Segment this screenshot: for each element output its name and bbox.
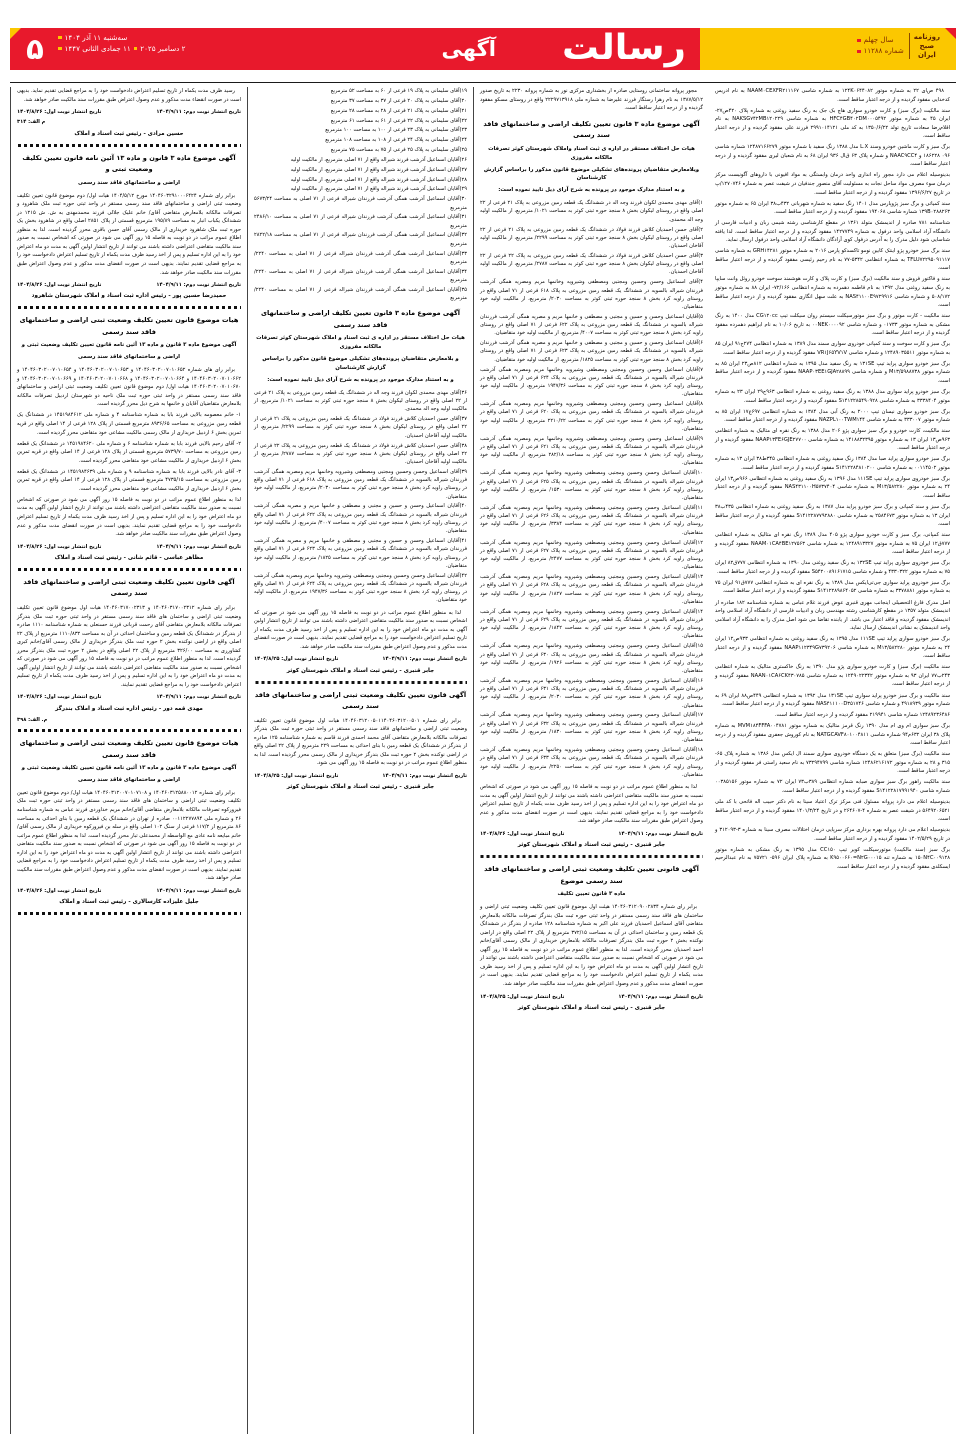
brand-stack — [909, 33, 940, 59]
issue-info — [750, 33, 940, 59]
bullet-square-icon — [857, 50, 860, 53]
publication-dates — [480, 993, 703, 1001]
publication-dates — [17, 887, 241, 895]
notice-reference-code: م الف: ۳۱۴ — [17, 119, 46, 126]
notice-paragraph: ۱- خانم معصومه بالایی فرزند بابا به شماره شناسنامه ۴ و شماره ملی ۱۴۵۱۹۸۴۶۱۲ در ششدانگ یک قطعه زمین مزروعی به مساحت ۸۹۳۶/۶۵ مترمربع قسمتی از پلاک ۱۲۸ فرعی از ۱۴ اصلی واقع در قریه ثمرین بخش ۶ اردبیل خریداری از مالک رسمی مالکیت مشاعی خود متقاضی محرز گردیده است. — [17, 412, 241, 436]
publication-dates — [17, 693, 241, 701]
notice-signature: جابر قنبری - رئیس ثبت اسناد و املاک شهرستان کوثر — [286, 784, 435, 791]
section-title — [441, 32, 496, 66]
newspaper-logo-text: رسالت — [562, 27, 686, 68]
notice-list-item: ۴۰)آقایان اسماعیل وحسن و حسین و مجتبی و مصطفی و خانمها مریم و مصریه همگی آذرشب فرزندان شیراله بالسویه در ششدانگ یک قطعه زمین مزروعی به پلاک ۶۲۲ فرعی از ۷۱ اصلی واقع در روستای زاویه کرد بخش ۸ سنجد حوزه ثبتی کوثر به مساحت ۴۰۰۷/ مترمربع، از مالکیت اولیه خود متقاضیان. — [254, 503, 468, 535]
notice-paragraph: ۲- آقای رحیم بالایی فرزند بابا به شماره شناسنامه ۶ و شماره ملی ۱۴۵۱۹۸۴۶۲۰ در ششدانگ یک قطعه زمین مزروعی به مساحت ۵۷۳۹/۷۰ مترمربع قسمتی از پلاک ۱۲۸ فرعی از ۱۴ اصلی واقع در قریه ثمرین بخش ۶ اردبیل خریداری از مالکیت مشاعی خود متقاضی محرز گردیده است. — [17, 440, 242, 464]
notice-paragraph: لذا به منظور اطلاع عموم مراتب در دو نوبت به فاصله ۱۵ روز آگهی می شود در صورتی که اشخاص نسبت به صدور سند مالکیت متقاضی اعتراضی داشته باشند می توانند از تاریخ انتشار اولین آگهی به مدت دو ماه اعتراض خود را به این اداره تسلیم و پس از اخذ رسید ظرف مدت یکماه از تاریخ تسلیم اعتراض دادخواست خود را به مراجع قضایی تقدیم نمایند. بدیهی است در صورت انقضای مدت مذکور و عدم وصول اعتراض طبق مقررات سند مالکیت صادر خواهد شد. — [480, 784, 703, 825]
notice-body — [480, 87, 703, 113]
notice-paragraph: برگ سبز خودروی پراید سواری جی‌تی‌ایکس مدل ۱۳۸۹ به رنگ نقره ای به شماره انتظامی ۷۷۷ق۹۱ ایران ۷۵ به شماره موتور ۳۳۷۸۸۸۱ به شماره شاسی S۱۴۱۲۲۸۹۸۶۴۰۵۲ مفقود گردیده و از درجه اعتبار ساقط است. — [715, 579, 951, 595]
publication-date-second: تاریخ انتشار نوبت دوم: ۱۴۰۴/۹/۱۱ — [156, 282, 241, 289]
publication-date-first: تاریخ انتشار نوبت اول: ۱۴۰۴/۸/۲۶ — [480, 830, 565, 837]
notice-list-item: ۱۵)آقایان اسماعیل وحسن وحسین ومجتبی ومصطفی وشیرویه وخانمها مریم ومصریه همگی آذرشب فرزندان شیراله بالسویه در ششدانگ یک قطعه زمین مزروعی به پلاک ۶۳۰ فرعی از ۷۱ اصلی واقع در روستای زاویه کرد بخش ۸ سنجد حوزه ثبتی کوثر به مساحت ۱۹۲۶/ مترمربع، از مالکیت اولیه خود متقاضیان. — [480, 643, 703, 675]
notice-signature: جابر قنبری - رئیس ثبت اسناد و املاک شهرستان کوثر — [517, 1004, 666, 1011]
notice-heading — [480, 864, 703, 899]
notice-body — [254, 717, 467, 768]
notice-signature: جلیل علیزاده کارسالاری - رئیس ثبت اسناد و املاک — [59, 899, 199, 906]
column-4 — [10, 87, 247, 1434]
notice-list-item: ۲۳)آقای سلیمانی به پلاک ۲۳ فرعی از ۱۰۰ به مساحت ۱۰۰ مترمربع — [325, 127, 467, 134]
publication-date-first: تاریخ انتشار نوبت اول: ۱۴۰۴/۸/۲۶ — [17, 282, 102, 289]
notice-list-item: ۳۴)آقایان اسماعیل آذرشب همگی آذرشب فرزندان شیراله فرعی از ۷۱ اصلی به مساحت ۲۲۴۰/ مترمربع — [254, 268, 467, 283]
masthead-dates — [58, 32, 208, 54]
publication-date-second: تاریخ انتشار نوبت دوم: ۱۴۰۴/۹/۱۱ — [618, 830, 703, 837]
notice-paragraph: سند و فاکتور فروش و سند مالکیت (برگ سبز) و کارت پلاک و کارت هوشمند سوخت خودرو زوئل وانت سایپا به رنگ سفید روغنی مدل ۱۳۹۲ به نام فاطمه دهمرده به شماره انتظامی ۷۲/۱۶۶- ایران ۸۸ به شماره موتور ۵۰۸/۱۷۲ و شماره شاسی NAS۴۱۱۰۰E۹۷۲۹۹۱۶ به علت سهل انگاری مفقود گردیده و از درجه اعتبار ساقط است. — [715, 276, 950, 309]
section-divider — [17, 306, 241, 309]
notice-paragraph: رسید ظرف مدت یکماه از تاریخ تسلیم اعتراض دادخواست خود را به مراجع قضایی تقدیم نماید. بدیهی است در صورت انقضاء مدت مذکور و عدم وصول اعتراض طبق مقررات سند مالکیت صادر خواهد شد. — [17, 88, 241, 103]
notice-paragraph: سند برگ سبز خودرو پژو اینتک کابین نومو تاکسدکو پارس ۲۰۱۶ به شماره موتور GRH۱۴۲۸۱ به شماره شاسی TFLU۷۲۲۹۵۰۹۱۱۱۷ به شماره انتظامی ۵۳۴۲-۷۷ به نام رحیم رئیسی مفقود گردیده و از درجه اعتبار ساقط است. — [715, 248, 950, 272]
section-divider — [17, 568, 241, 571]
publication-date-second: تاریخ انتشار نوبت دوم: ۱۴۰۴/۹/۱۱ — [156, 887, 241, 894]
section-title-text: آگهی — [441, 36, 496, 61]
notice-paragraph: لذا به منظور اطلاع عموم مراتب در دو نوبت به فاصله ۱۵ روز آگهی می شود در صورتی که اشخاص نسبت به صدور سند مالکیت متقاضی اعتراضی داشته باشند می توانند از تاریخ انتشار اولین آگهی به مدت دو ماه اعتراض خود را به این اداره تسلیم و پس از اخذ رسید ظرف مدت یکماه از تاریخ تسلیم اعتراض دادخواست خود را به مراجع قضایی تقدیم نمایند. بدیهی است در صورت انقضای مدت مذکور و عدم وصول اعتراض طبق مقررات سند مالکیت صادر خواهد شد. — [17, 496, 241, 538]
notice-list-item: ۲۹)آقایان اسماعیل آذرشب فرزند شیراله واقع از ۷۱ اصلی مترمربع، از مالکیت اولیه — [290, 186, 467, 193]
notice-body — [254, 609, 467, 652]
brand-line-1: روزنامه — [913, 33, 940, 41]
publication-date-second: تاریخ انتشار نوبت دوم: ۱۴۰۴/۹/۱۱ — [156, 543, 241, 550]
notice-paragraph: سند کمپانی، برگ سبز و کارت خودرو سواری پژو ۴۰۵ مدل ۱۳۸۹ رنگ نقره ای متالیک به شماره انتظامی ۷۷۷ق۱۲ ایران ۷۵ به شماره موتور ۱۲۴۸۹۱۳۳۲۷ به شماره شاسی NAAM۰۱CA۴BE۱۲۷۵۶۳ مفقود گردیده و از درجه اعتبار ساقط است. — [715, 532, 950, 556]
date-solar: سه‌شنبه ۱۱ آذر ۱۴۰۴ — [64, 33, 128, 42]
publication-dates — [17, 281, 241, 289]
notice-list-item: ۴۲)آقایان اسماعیل وحسن وحسین ومجتبی ومصطفی وشیرویه وخانمها مریم ومصریه همگی آذرشب فرزندان شیراله بالسویه در ششدانگ یک قطعه زمین مزروعی به پلاک ۶۲۴ فرعی از ۷۱ اصلی واقع در روستای زاویه کرد بخش ۸ سنجد حوزه ثبتی کوثر به مساحت ۱۹۴۷/۳۶ مترمربع، از مالکیت اولیه خود متقاضیان. — [254, 572, 468, 604]
notice-item-list — [254, 389, 467, 605]
publication-date-second: تاریخ انتشار نوبت دوم: ۱۴۰۴/۹/۱۱ — [156, 694, 241, 701]
notice-paragraph: برگ سبز خودرو پراید سواری مدل ۱۳۸۸ به رنگ سفید روغنی به شماره انتظامی ۹۶۳ج۲۹ ایران ۲۳ به شماره موتور ۳۳۳۸۴۰۴ به شماره شاسی S۱۴۱۲۲۸۵۴۹۰۹۲۸ مفقود گردیده و از درجه اعتبار ساقط است. — [715, 389, 950, 404]
notice-list-item: ۴۱)آقایان اسماعیل وحسن و حسین و مجتبی و مصطفی و خانمها مریم و مصریه همگی آذرشب فرزندان شیراله بالسویه در ششدانگ یک قطعه زمین مزروعی به پلاک ۶۲۳ فرعی از ۷۱ اصلی واقع در روستای زاویه کرد بخش ۸ سنجد حوزه ثبتی کوثر به مساحت ۱۸۲۵/ مترمربع، از مالکیت اولیه خود متقاضیان. — [254, 538, 468, 569]
notice-paragraph: برگ سبز خودروی سواری پراید تیپ ۱۱۱SE مدل ۱۳۹۶ به رنگ سفید روغنی به شماره انتظامی ۹۶۶ص۱۳ ایران ۲۴ به شماره موتور M۱۳/۵۸۲۲۸۰ به شماره شاسی NAS۴۳۱۱۰۰H۵۷۳۷۴۰۴ مفقود گردیده و از درجه اعتبار ساقط است. — [715, 475, 950, 500]
publication-date-second: تاریخ انتشار نوبت دوم: ۱۴۰۴/۹/۱۱ — [156, 109, 241, 116]
notice-signature: حمیدرضا حسین پور - رئیس اداره ثبت اسناد و املاک شهرستان شاهرود — [31, 293, 227, 300]
notice-paragraph: اصل مدرک فارغ التحصیلی اینجانب مهری قنبری عوض فرزند غلام عباس به شماره شناسنامه ۱۸۲ صادره از اندیمشک متولد ۱۳۵۷ در مقطع کارشناسی رشته مهندسی زبان و ادبیات فارسی از دانشگاه آزاد اسلامی واحد اندیمشک مفقود گردیده و فاقد اعتبار می باشد. از یابنده تقاضا می شود اصل مدرک را به دانشگاه آزاد اسلامی واحد اندیمشک به نشانی اندیمشک ارسال نماید. — [715, 599, 950, 632]
notice-paragraph: مجوز پروانه ساختمانی روستایی صادره از بخشداری مرکزی نور به شماره پروانه ۲۲۳۰ به تاریخ صدور ۱۳۸۷/۵/۱۲ به نام زهرا رستگار فرزند علیرضا به شماره ملی ۲۲۲۹۷۱۳۹۱۸ واقع در روستای مسکو مفقود گردیده و از درجه اعتبار ساقط است. — [480, 88, 703, 112]
notice-heading-line: ماده ۳ قانون تعیین تکلیف — [557, 891, 626, 898]
notice-paragraph: سند مالکیت، کارت خودرو و برگ سبز سواری پژو ۲۰۶ مدل ۱۳۸۸ به رنگ نقره ای متالیک به شماره انتظامی ۹۶۳ص۱۳ ایران ۱۳ به شماره موتور ۱۴۱۸۸۳۲۳۹۵ به شماره شاسی NAAP۱۳FE۶GJE۲۷۷۰۰ مفقود گردیده و از درجه اعتبار ساقط است. — [715, 428, 951, 452]
newspaper-logo — [554, 24, 694, 72]
notice-list-item: ۱۳)آقایان اسماعیل وحسن وحسین ومجتبی ومصطفی وشیرویه وخانمها مریم ومصریه همگی آذرشب فرزندان شیراله بالسویه در ششدانگ یک قطعه زمین مزروعی به پلاک ۶۲۸ فرعی از ۷۱ اصلی واقع در روستای زاویه کرد بخش ۸ سنجد حوزه ثبتی کوثر به مساحت ۱۸۲۷/ مترمربع، از مالکیت اولیه خود متقاضیان. — [480, 574, 703, 605]
notice-list-item: ۳۱)آقایان اسماعیل آذرشب همگی آذرشب فرزندان شیراله فرعی از ۷۱ اصلی به مساحت ۲۴۸۶/۱۰ مترمربع — [254, 214, 467, 229]
notice-heading-line: و به استناد مدارک موجود در پرونده به شرح آرای ذیل تایید نموده است: — [267, 376, 454, 383]
notice-heading — [254, 690, 467, 713]
notice-reference-code: م. الف: ۳۹۸ — [17, 716, 48, 723]
notice-heading — [254, 308, 467, 385]
column-1 — [709, 87, 956, 1434]
notice-paragraph: بدینوسیله اعلام می دارد پروانه مسئول فنی مرکز ترک اعتیاد سینا به نام دکتر حبیب اله فاتحی با کد ملی ۵۶۴۹۲۰۶۵۲۱ در شیفت عصر به شماره ۴-۲۶۴۶۰۷ و در تاریخ ۱۴۰۱/۳/۲۴ مفقود گردیده و از درجه اعتبار ساقط است. — [715, 799, 950, 823]
notice-paragraph: بدینوسیله اعلام می دارد پروانه بهره برداری مرکز سرپایی درمان اختلالات مصرف سینا به شماره ۳-۳۱۲۰۹۳ و در تاریخ ۱۴۰۲/۵/۲۹ مفقود گردیده و از درجه اعتبار ساقط است. — [715, 827, 950, 842]
publication-dates — [254, 655, 467, 663]
publication-date-second: تاریخ انتشار نوبت دوم: ۱۴۰۴/۹/۱۱ — [382, 773, 467, 780]
notice-list-item: ۳۳)آقایان اسماعیل آذرشب همگی آذرشب فرزندان شیراله فرعی از ۷۱ اصلی به مساحت ۲۲۴۰/ مترمربع — [254, 250, 467, 265]
notice-paragraph: سند مالکیت - کارت موتور و برگ سبز موتورسیکلت سیستم روان سیکلت تیپ CG۱۲۰cc مدل ۱۴۰۰ به رنگ مشکی به شماره موتور ۰۱۷۳۳ و شماره شاسی ۰۰NEK۰۰۰۰۹۲ به تاریخ ۱۰/۰۶ به نام ابراهیم دهمرده مفقود گردیده و از درجه اعتبار ساقط است. — [715, 313, 950, 337]
notice-list-item: ۳۹)آقای اسماعیل وحسن وحسین ومجتبی ومصطفی وشیرویه وخانمها مریم ومصریه همگی آذرشب فرزندان شیراله بالسویه در ششدانگ یک قطعه زمین مزروعی به پلاک ۶۱۸ فرعی از ۷۱ اصلی واقع در روستای زاویه کرد بخش ۸ سنجد حوزه ثبتی کوثر به مساحت ۲۰۳۰/ مترمربع، از مالکیت اولیه خود متقاضیان. — [254, 468, 468, 500]
notice-list-item: ۸)آقایان اسماعیل وحسن وحسین ومجتبی ومصطفی وشیرویه وخانمها مریم ومصریه همگی آذرشب فرزندان شیراله بالسویه در ششدانگ یک قطعه زمین مزروعی به پلاک ۶۲۰ فرعی از ۷۱ اصلی واقع در روستای زاویه کرد بخش ۸ سنجد حوزه ثبتی کوثر به مساحت ۲۲۱۰/۲۲ مترمربع، از مالکیت اولیه خود متقاضیان. — [480, 401, 703, 432]
notice-paragraph: ۱۲۴۸۹۲۳۶۴۸۶ شماره شاسی ۲۱۹۹۴۱ مفقود گردیده و از درجه اعتبار ساقط است. — [774, 712, 950, 719]
notice-list-item: ۵)آقایان اسماعیل وحسن و حسین و مجتبی و مصطفی و خانمها مریم و مصریه همگی آذرشب فرزندان شیراله بالسویه در ششدانگ یک قطعه زمین مزروعی به پلاک ۶۲۲ فرعی از ۷۱ اصلی واقع در روستای زاویه کرد بخش ۸ سنجد حوزه ثبتی کوثر به مساحت ۴۰۰۷/ مترمربع، از مالکیت اولیه خود متقاضیان. — [480, 313, 704, 337]
notice-list-item: ۱۴)آقایان اسماعیل وحسن وحسین ومجتبی ومصطفی وشیرویه وخانمها مریم ومصریه همگی آذرشب فرزندان شیراله بالسویه در ششدانگ یک قطعه زمین مزروعی به پلاک ۶۲۹ فرعی از ۷۱ اصلی واقع در روستای زاویه کرد بخش ۸ سنجد حوزه ثبتی کوثر به مساحت ۱۸۴۲/ مترمربع، از مالکیت اولیه خود متقاضیان. — [480, 608, 703, 640]
notice-heading-line: اراضی و ساختمانهای فاقد سند رسمی — [77, 354, 181, 361]
notice-paragraph: ۳- آقای نادر بالایی فرزند بابا به شماره شناسنامه ۹ و شماره ملی ۱۴۵۱۹۸۴۶۳۹ در ششدانگ یک قطعه زمین مزروعی به مساحت ۴۷۳۵/۱۵ مترمربع قسمتی از پلاک ۱۲۸ فرعی از ۱۴ اصلی واقع در قریه ثمرین بخش ۶ اردبیل خریداری از مالکیت مشاعی خود متقاضی محرز گردیده است. — [17, 468, 241, 492]
notice-list-item: ۱۹)آقای سلیمانی به پلاک ۱۹ فرعی از ۶۰ به مساحت ۵۲ مترمربع — [330, 88, 467, 94]
section-divider — [17, 912, 241, 915]
notice-paragraph: برابر رای شماره ۱۴۰۴۶۰۳۱۷۰۰۲۳۱۲ و ۱۴۰۴۶۰۳۱۷۰۰۲۳۱۳ هیات اول موضوع قانون تعیین تکلیف وضعیت ثبتی اراضی و ساختمان های فاقد سند رسمی مستقر در واحد ثبتی حوزه ثبت ملک بندرگز تصرفات مالکانه بلامعارض متقاضی آقای رحمت قربانی فرزند حسنعلی به شماره شناسنامه ۱۱۱۰ صادره از بندرگز در ششدانگ یک قطعه زمین و ساختمان احداثی در آن به مساحت ۱۱۱۰/۸۳۲ مترمربع از پلاک ۲۲ اصلی واقع در اراضی نوکنده بخش ۲ حوزه ثبت ملک بندرگز خریداری از مالک رسمی آقای/خانم کبری کشاورزی به مساحت ۳۲۶/۰۰ مترمربع از پلاک ۲۲ اصلی واقع در بخش ۲ حوزه ثبت ملک بندرگز محرز گردیده است. لذا به منظور اطلاع عموم مراتب در دو نوبت به فاصله ۱۵ روز آگهی می شود در صورتی که اشخاص نسبت به صدور سند مالکیت متقاضی اعتراضی داشته باشند می توانند از تاریخ انتشار اولین آگهی به مدت دو ماه اعتراض خود را به این اداره تسلیم و پس از اخذ رسید ظرف مدت یکماه از تاریخ تسلیم اعتراض دادخواست خود را به مراجع قضایی تقدیم نمایند. — [17, 605, 242, 688]
notice-paragraph: برابر رای های شماره ۱۴۰۴۶۰۳۰۲۰۰۷۰۱۰۶۵۲ و ۱۴۰۴۶۰۳۰۲۰۰۷۰۱۰۶۵۳ و ۱۴۰۴۶۰۳۰۲۰۰۷۰۱۰۶۵۴ و ۱۴۰۴۶۰۳۰۲۰۰۷۰۱۰۶۶۲ و ۱۴۰۴۶۰۳۰۲۰۰۷۰۱۰۶۶۴ و ۱۴۰۴۶۰۳۰۲۰۰۷۰۱۰۶۶۸ و ۱۴۰۴۶۰۳۰۲۰۰۷۰۱۰۶۶۹ و ۱۴۰۴۶۰۳۰۲۰۰۷۰۱۰۶۷۰ هیات اول/ دوم موضوع قانون تعیین تکلیف وضعیت ثبتی اراضی و ساختمانهای فاقد سند رسمی مستقر در واحد ثبتی حوزه ثبت ملک ناحیه دو شهرستان اردبیل تصرفات مالکانه بلامعارض متقاضیان آقایان و خانمها به شرح ذیل محرز گردیده است. — [17, 367, 241, 408]
notice-paragraph: برابر رای شماره ۱۴۰۴۶۰۳۲۹۱۰۰۰۶۴۲۴ مورخ ۱۴۰۴/۵/۱۲ هیات اول/ دوم موضوع قانون تعیین تکلیف وضعیت ثبتی اراضی و ساختمانهای فاقد سند رسمی مستقر در واحد ثبتی حوزه ثبت ملک شاهرود و تصرفات مالکانه بلامعارض متقاضی آقای/ خانم علیک جلالی فرزند محمدمهدی به ش. ش ۱۲۱۵ در ششدانگ یکباب انبار به مساحت ۱۹۵/۸۹ مترمربع قسمتی از پلاک ۲۸۵۱ اصلی واقع در شاهرود بخش یک حوزه ثبت ملک شاهرود خریداری از مالک رسمی آقای حسن باقری محرز گردیده است. لذا به منظور اطلاع عموم مراتب در دو نوبت به فاصله ۱۵ روز آگهی می شود در صورتی که اشخاص نسبت به صدور سند مالکیت متقاضی اعتراضی داشته باشند می توانند از تاریخ انتشار اولین آگهی به مدت دو ماه اعتراض خود را به این اداره تسلیم و پس از اخذ رسید ظرف مدت یکماه از تاریخ تسلیم اعتراض دادخواست خود را به مراجع قضایی تقدیم نمایند. بدیهی است در صورت انقضای مدت مذکور و عدم وصول اعتراض طبق مقررات سند مالکیت صادر خواهد شد. — [17, 192, 241, 276]
notice-signature: جابر قنبری - رئیس ثبت اسناد و املاک شهرستان کوثر — [517, 842, 666, 849]
notice-paragraph: بدینوسیله اعلام می دارد مجوز راه اندازی واحد درمان وابستگی به مواد افیونی با داروهای آگونیست مرکز درمان سوء مصرف مواد ساحل نجات به مسئولیت آقای منصور جندفیان در شیفت عصر به شماره ۱۲۷۰۷۴۶/پ در تاریخ ۱۳۹۶/۶/۲۷ مفقود گردیده و از درجه اعتبار ساقط است. — [715, 172, 950, 196]
notice-heading-line: آگهی موضوع ماده ۳ قانون تعیین تکلیف اراضی و ساختمانهای فاقد سند رسمی — [260, 309, 461, 329]
notice-signature: حسین مرادی - رئیس ثبت اسناد و املاک — [74, 130, 184, 137]
notice-heading-line: هیات موضوع قانون تعیین تکلیف وضعیت ثبتی اراضی و ساختمانهای فاقد سند رسمی — [19, 739, 239, 759]
notice-heading — [480, 119, 703, 196]
notice-list-item: ۴)آقای اسماعیل وحسن وحسین ومجتبی ومصطفی وشیرویه وخانمها مریم ومصریه همگی آذرشب فرزندان شیراله بالسویه در ششدانگ یک قطعه زمین مزروعی به پلاک ۶۱۸ فرعی از ۷۱ اصلی واقع در روستای زاویه کرد بخش ۸ سنجد حوزه ثبتی کوثر به مساحت ۲۰۳۰/ مترمربع، از مالکیت اولیه خود متقاضیان. — [480, 279, 703, 311]
notice-heading-line: آگهی موضوع ماده ۳ قانون تعیین تکلیف اراضی و ساختمانهای فاقد سند رسمی — [483, 119, 700, 140]
notice-paragraph: ۴۹۸ ص‌ای ۲۲ به شماره موتور ۱۲۴K۰۶۴۴۰۸۲ به شماره شاسی NAAM۰CEXFR۲۱۱۱۶۷ به نام ادریس کدخدایی مفقود گردیده و از درجه اعتبار ساقط است. — [715, 88, 950, 103]
bullet-square-icon — [134, 47, 138, 51]
notice-list-item: ۳۶)آقای مهدی محمدی لکوان فرزند وجه اله در ششدانگ یک قطعه زمین مزروعی به پلاک ۲۱ فرعی از ۲۲ اصلی واقع در روستای لیکوان بخش ۸ سنجد حوزه ثبتی کوثر به مساحت ۱۰۲۱/ مترمربع، از مالکیت اولیه وجه اله محمدی. — [254, 389, 468, 413]
notice-body — [17, 604, 241, 689]
notice-body — [480, 903, 703, 988]
notice-paragraph: سند مالکیت (برگ سبز) و کارت خودرو سواری هاچ بک جک به رنگ سفید روغنی به شماره پلاک ۴۲۰ص۲۷- ایران ۴۵ به شماره موتور HFC۴GB۴۰۲DM۰۰۰۵۴۹۲ به شماره شاسی NAKSG۷۴۲MB۱۲۰۲۲۹ به نام اقلام‌رضا سعادت تاریخ تولد ۱۳۵۰/۶/۲۲ به کد ملی ۲۹۹۱۰۱۴۱۲۱ فرزند علی مفقود گردیده و از درجه اعتبار ساقط است. — [715, 107, 951, 140]
notice-paragraph: سند کمیاتی و برگ سبز پژوپارس مدل ۱۴۰۱ رنگ سفید به شماره شهربانی ۴۳۲ب۳۸ ایران ۶۵ به شماره موتور ۱۳۹B۰۲۸۸۲۶۳ شماره شاسی ۱۹۴۰۶۸ مفقود گردیده و از درجه اعتبار ساقط است. — [715, 200, 951, 216]
notice-paragraph: برگ سبز خودرو سواری پراید صبا مدل ۱۳۸۴ رنگ سفید روغنی به شماره انتظامی ۳۴۵ط۳۸ ایران ۱۳ به شماره موتور ۰۰۱۱۴۵۰۲ به شماره شاسی S۱۴۱۲۲۸۴۸۱۰۲۰۰ مفقود گردیده و از درجه اعتبار ساقط است. — [715, 456, 951, 471]
notice-signature: جابر قنبری - رئیس ثبت اسناد و املاک شهرستان کوثر — [286, 667, 435, 674]
notice-list-item: ۱۰)آقایان اسماعیل وحسن وحسین ومجتبی ومصطفی وشیرویه وخانمها مریم ومصریه همگی آذرشب فرزندان شیراله بالسویه در ششدانگ یک قطعه زمین مزروعی به پلاک ۶۲۵ فرعی از ۷۱ اصلی واقع در روستای زاویه کرد بخش ۸ سنجد حوزه ثبتی کوثر به مساحت ۱۵۳۰/ مترمربع، از مالکیت اولیه خود متقاضیان. — [480, 470, 703, 502]
notice-paragraph: برگ سبز و سند کمپانی و برگ سبز خودرو پراید مدل ۱۳۸۷ به رنگ سفید روغنی به شماره انتظامی ۴۳۵ب۳۸ ایران ۱۳ به شماره موتور ۲۵۸۴۶۷۳ به شماره شاسی S۱۴۱۲۲۸۷۷۹۲۸۸۰ مفقود گردیده و از درجه اعتبار ساقط است. — [715, 504, 950, 528]
issue-lines — [857, 35, 903, 57]
issue-year-row — [857, 35, 903, 46]
brand-line-2: صبح — [919, 41, 935, 50]
notice-heading-line: هیات موضوع قانون تعیین تکلیف وضعیت ثبتی اراضی و ساختمانهای فاقد سند رسمی — [19, 316, 239, 336]
notice-paragraph: برگ سبز (سند مالکیت) موتورسیکلت کویر تیپ CC۱۵۰ مدل ۱۳۹۵ به رنگ مشکی به شماره موتور ۱۵۰N۴C۰۰۹۱۲۸ به شماره تنه K۹۵۰۰۶۶۰=N۲G۰۰۰۱۵ به شماره پلاک ایران ۵۹۶- ۷۵۷۲۱ به نام عبدالرحیم ایسکلدی مفقود گردیده و از درجه اعتبار ساقط است. — [715, 846, 950, 870]
corner-fold-right-icon — [945, 28, 956, 39]
notice-heading — [17, 577, 241, 600]
notice-heading-line: و بلامعارض متقاضیان پرونده‌های تشکیلی موضوع قانون مذکور را براساس گزارش کارشناسان — [262, 356, 459, 372]
publication-dates — [480, 830, 703, 838]
notice-paragraph: برگ سبز خودروی سواری پراید تیپ ۱۳۲SE به رنگ سفید روغنی مدل ۱۳۹۰ به شماره انتظامی ۷۷۷ق۸۲ ایران ۷۵ به شماره موتور ۴۳۳۰۳۲۲ و شماره شاسی S۵۴۲۰۰۸۹۱۶۱۷۱۵ مفقود گردیده و از درجه اعتبار ساقط است. — [715, 560, 950, 575]
notice-list-item: ۱۶)آقایان اسماعیل وحسن وحسین ومجتبی ومصطفی وشیرویه وخانمها مریم ومصریه همگی آذرشب فرزندان شیراله بالسویه در ششدانگ یک قطعه زمین مزروعی به پلاک ۶۳۱ فرعی از ۷۱ اصلی واقع در روستای زاویه کرد بخش ۸ سنجد حوزه ثبتی کوثر به مساحت ۲۰۳۰/ مترمربع، از مالکیت اولیه خود متقاضیان. — [480, 677, 703, 709]
notice-list-item: ۲۶)آقایان اسماعیل آذرشب فرزند شیراله واقع از ۷۱ اصلی مترمربع، از مالکیت اولیه — [290, 156, 467, 163]
notice-list-item: ۲۷)آقایان اسماعیل آذرشب فرزند شیراله واقع از ۷۱ اصلی مترمربع، از مالکیت اولیه — [290, 166, 467, 173]
notice-list-item: ۲۵)آقای سلیمانی به پلاک ۲۵ فرعی از ۷۵ به مساحت ۷۵ مترمربع — [330, 147, 467, 154]
notice-heading-line: اراضی و ساختمانهای فاقد سند رسمی — [77, 776, 181, 783]
page-body — [10, 82, 956, 1434]
notice-heading-line: اراضی و ساختمانهای فاقد سند رسمی — [77, 179, 181, 186]
notice-list-item: ۲۲)آقای سلیمانی به پلاک ۲۲ فرعی از ۶۱ به مساحت ۶۱ مترمربع — [330, 117, 467, 124]
notice-list-item: ۳۷)آقای حسن احمدیان کلاش فرزند فولاد در ششدانگ یک قطعه زمین مزروعی به پلاک ۲۱ فرعی از ۲۲ اصلی واقع در روستای لیکوان بخش ۸ سنجد حوزه ثبتی کوثر به مساحت ۲۲۹۹/ مترمربع، از مالکیت اولیه آقاخان احمدیان. — [254, 416, 468, 439]
page-number — [14, 28, 56, 70]
date-gregorian: ۲ دسامبر ۲۰۲۵ — [140, 44, 186, 54]
notice-heading — [17, 153, 241, 188]
notice-heading-line: هیات حل اختلاف مستقر در اداره ی ثبت اسناد و املاک شهرستان کوثر تصرفات مالکانه مفروزی — [256, 335, 465, 351]
publication-date-first: تاریخ انتشار نوبت اول: ۱۴۰۴/۸/۲۶ — [17, 694, 102, 701]
bullet-square-icon — [857, 39, 860, 42]
notice-list-item: ۳۲)آقایان اسماعیل آذرشب همگی آذرشب فرزندان شیراله فرعی از ۷۱ اصلی به مساحت ۲۸۲۲/۱۸ مترمربع — [254, 232, 467, 247]
notice-list-item: ۳۰)آقایان اسماعیل آذرشب همگی آذرشب فرزندان شیراله فرعی از ۷۱ اصلی به مساحت ۵۶۷۳/۲۴ مترمربع — [254, 196, 467, 211]
notice-list-item: ۲۱)آقای سلیمانی به پلاک ۲۱ فرعی از ۲۸ به مساحت ۲۸ مترمربع — [330, 107, 467, 114]
publication-dates — [254, 772, 467, 780]
masthead — [0, 0, 966, 82]
notice-list-item: ۳۸)آقای حسن احمدیان کلاش فرزند فولاد در ششدانگ یک قطعه زمین مزروعی به پلاک ۲۲ فرعی از ۲۲ اصلی واقع در روستای لیکوان بخش ۸ سنجد حوزه ثبتی کوثر به مساحت ۲۷۸۷/ مترمربع، از مالکیت اولیه آقاخان احمدیان. — [254, 442, 468, 466]
notice-body — [17, 789, 241, 883]
notice-paragraph: سند مالکیت (برگ سبز) و کارت خودرو سواری پژو مدل ۱۳۹۰ به رنگ خاکستری متالیک به شماره انتظامی ۲۴۳ب۷۷ ایران ۹۳ به شماره موتور ۱۲۴۹۰۲۲۳۴۲ به شماره شاسی NAAN۰۱CA۶CK۴۳۰۷۸۵ مفقود گردیده و از درجه اعتبار ساقط است. — [715, 664, 950, 688]
notice-signature: مظاهر عباسی - قائم شانی - رئیس ثبت اسناد و املاک — [54, 554, 204, 561]
notice-paragraph: برابر رای شماره ۱۴۰۴۶۰۳۱۲۵۸۸۰۰۱۲ و ۱۴۰۴۶۰۳۱۲۰۰۷۰۱۰۷۱۰۸ هیات اول/ دوم موضوع قانون تعیین تکلیف وضعیت ثبتی اراضی و ساختمان های فاقد سند رسمی مستقر در واحد ثبتی حوزه ثبت ملک فیروزکوه تصرفات مالکانه بلامعارض متقاضی آقای/خانم مریم خداوردی فرزند عباس به شماره شناسنامه ۲۶ و شماره ملی ۰۰۱۱۲۲۷۷۸۹۴ صادره از تهران در ششدانگ یک قطعه زمین با بنای احداثی به مساحت ۸۶ مترمربع از ۱۱۷/۲ فرعی از سنگ ۱۰۲ اصلی واقع در سله بن فیروزکوه خریداری از مالک رسمی آقای/خانم مبایعه نامه عادی مع الواسطه از محمدعلی تبار محرز گردیده است. لذا به منظور اطلاع عموم مراتب در دو نوبت به فاصله ۱۵ روز آگهی می شود در صورتی که اشخاص نسبت به صدور سند مالکیت متقاضی اعتراضی داشته باشند می توانند از تاریخ انتشار اولین آگهی به مدت دو ماه اعتراض خود را به این اداره تسلیم و پس از اخذ رسید ظرف مدت یکماه از تاریخ تسلیم اعتراض دادخواست خود را به مراجع قضایی تقدیم نمایند. بدیهی است در صورت انقضای مدت مذکور و عدم وصول اعتراض طبق مقررات سند مالکیت صادر خواهد شد. — [17, 789, 241, 882]
publication-date-first: تاریخ انتشار نوبت اول: ۱۴۰۴/۸/۲۶ — [17, 543, 102, 550]
notice-paragraph: سند مالکیت راهور برگ سبز سواری صبابه شماره انتظامی ۳۸۹ب۷۳ ایران ۷۲ به شماره موتور ۰۰۳۸۵۱۵۶ شماره شاسی S۱۴۱۲۲۸۱۷۹۹۱۹۴۰ مفقود گردیده و از درجه اعتبار ساقط است. — [715, 779, 950, 794]
notice-body — [17, 192, 241, 277]
notice-list-item: ۷)آقایان اسماعیل وحسن وحسین ومجتبی ومصطفی وشیرویه وخانمها مریم ومصریه همگی آذرشب فرزندان شیراله بالسویه در ششدانگ یک قطعه زمین مزروعی به پلاک ۶۲۴ فرعی از ۷۱ اصلی واقع در روستای زاویه کرد بخش ۸ سنجد حوزه ثبتی کوثر به مساحت ۱۹۴۷/۳۶ مترمربع، از مالکیت اولیه خود متقاضیان. — [480, 366, 703, 398]
section-divider — [17, 729, 241, 732]
notice-list-item: ۱۲)آقایان اسماعیل وحسن وحسین ومجتبی ومصطفی وشیرویه وخانمها مریم ومصریه همگی آذرشب فرزندان شیراله بالسویه در ششدانگ یک قطعه زمین مزروعی به پلاک ۶۲۷ فرعی از ۷۱ اصلی واقع در روستای زاویه کرد بخش ۸ سنجد حوزه ثبتی کوثر به مساحت ۲۴۷۷/ مترمربع، از مالکیت اولیه خود متقاضیان. — [480, 539, 703, 571]
notice-list-item: ۶)آقایان اسماعیل وحسن و حسین و مجتبی و مصطفی و خانمها مریم و مصریه همگی آذرشب فرزندان شیراله بالسویه در ششدانگ یک قطعه زمین مزروعی به پلاک ۶۲۳ فرعی از ۷۱ اصلی واقع در روستای زاویه کرد بخش ۸ سنجد حوزه ثبتی کوثر به مساحت ۱۸۲۵/ مترمربع، از مالکیت اولیه خود متقاضیان. — [480, 340, 704, 363]
brand-line-3: ایران — [917, 50, 936, 59]
notice-paragraph: برگ سبز و کارت سوخت و سند کمپانی خودروی سواری سمند مدل ۱۳۸۹ به شماره انتظامی ۲۷۴ج۹۱ ایران ۸۵ به شماره موتور ۱۲۴۸۹۰۳۵۵۱۱ و شماره شاسی VR۱J۶۵YV۱V مفقود گردیده و از درجه اعتبار ساقط است. — [715, 341, 951, 356]
notice-list-item: ۳)آقای حسن احمدیان کلاش فرزند فولاد در ششدانگ یک قطعه زمین مزروعی به پلاک ۲۲ فرعی از ۲۲ اصلی واقع در روستای لیکوان بخش ۸ سنجد حوزه ثبتی کوثر به مساحت ۲۷۸۷/ مترمربع، از مالکیت اولیه آقاخان احمدیان. — [480, 252, 704, 276]
notice-list-item: ۳۵)آقایان اسماعیل آذرشب همگی آذرشب فرزندان شیراله فرعی از ۷۱ اصلی به مساحت ۲۲۴۰/ مترمربع — [254, 286, 467, 301]
notice-list-item: ۱۸)آقایان اسماعیل وحسن وحسین ومجتبی ومصطفی وشیرویه وخانمها مریم ومصریه همگی آذرشب فرزندان شیراله بالسویه در ششدانگ یک قطعه زمین مزروعی به پلاک ۶۳۳ فرعی از ۷۱ اصلی واقع در روستای زاویه کرد بخش ۸ سنجد حوزه ثبتی کوثر به مساحت ۲۲۵۰/ مترمربع، از مالکیت اولیه خود متقاضیان. — [480, 747, 703, 778]
notice-paragraph: برگ سبز خودرو سواری پراید تیپ ۱۱۱SE مدل ۱۳۹۵ به رنگ سفید روغنی به شماره انتظامی ۹۳۳ص۱۲ ایران ۲۴ به شماره موتور M۱۳/۵۸۲۲۸۰ به شماره شاسی NAAP۱۱۲۳۴۹G۷۳۹۲۰۶ مفقود گردیده و از درجه اعتبار ساقط است. — [715, 636, 950, 660]
notice-body — [17, 366, 241, 538]
section-divider — [480, 855, 703, 858]
notice-paragraph: برگ سبز خودرو سواری پراید تیپ ۱۳۱SE به رنگ سفید مدل ۱۳۹۵ به شماره انتظامی ۸۱۲ص۲۳ ایران ۸۵ به شماره موتور M۱۳/۵۹۸۸۷۳۸ و شماره شاسی NAAP۰۳EE۱GJA۲۸۸۹۹ مفقود گردیده و از درجه اعتبار ساقط است. — [715, 360, 950, 384]
notice-list-item: ۱۱)آقایان اسماعیل وحسن وحسین ومجتبی ومصطفی وشیرویه وخانمها مریم ومصریه همگی آذرشب فرزندان شیراله بالسویه در ششدانگ یک قطعه زمین مزروعی به پلاک ۶۲۶ فرعی از ۷۱ اصلی واقع در روستای زاویه کرد بخش ۸ سنجد حوزه ثبتی کوثر به مساحت ۳۳۸۴/ مترمربع، از مالکیت اولیه خود متقاضیان. — [480, 504, 703, 536]
date-line-lunar-gregorian — [58, 43, 208, 54]
notice-paragraph: برابر رای شماره ۱۴۰۴۶۰۳۱۲۰۰۵۰۱۱۴۰۴۶۰۳۱۲۰۰۵۰۱ هیات اول موضوع قانون تعیین تکلیف وضعیت ثبتی اراضی و ساختمانهای فاقد سند رسمی مستقر در واحد ثبتی حوزه ثبت ملک بندرگز تصرفات مالکانه بلامعارض متقاضی آقای محمد احمدی فرزند قاسم به شماره شناسنامه ۱۲۵ صادره از بندرگز در ششدانگ یک قطعه زمین با بنای احداثی به مساحت ۲۲۹ مترمربع از پلاک ۲۲ اصلی واقع در اراضی نوکنده بخش ۲ حوزه ثبت ملک بندرگز خریداری از مالک رسمی محرز گردیده است. لذا به منظور اطلاع عموم مراتب در دو نوبت به فاصله ۱۵ روز آگهی می شود. — [254, 717, 468, 767]
notice-body — [715, 87, 950, 871]
issue-number: شماره ۱۱۲۸۸ — [863, 47, 904, 56]
notice-item-list — [254, 87, 467, 302]
issue-year: سال چهلم — [863, 35, 894, 44]
notice-paragraph: لذا به منظور اطلاع عموم مراتب در دو نوبت به فاصله ۱۵ روز آگهی می شود در صورتی که اشخاص نسبت به صدور سند مالکیت متقاضی اعتراضی داشته باشند می توانند از تاریخ انتشار اولین آگهی به مدت دو ماه اعتراض خود را به این اداره تسلیم و پس از اخذ رسید ظرف مدت یکماه از تاریخ تسلیم اعتراض دادخواست خود را به مراجع قضایی تقدیم نمایند. بدیهی است در صورت انقضای مدت مذکور و عدم وصول اعتراض طبق مقررات سند مالکیت صادر خواهد شد. — [254, 609, 467, 650]
notice-paragraph: برگ سبز سواری ام وی ام مدل ۱۳۹۰ رنگ قرمز متالیک به شماره موتور MVM۱۸۴FFFA۰۰۴۷۸۱ به شماره پلاک ۳۸ ایران ۶۳۲م۹۴ شماره شاسی NATGCAVF۸۰۱۰۰۴۸۱۱ به نام کوروش جعفری مفقود گردیده و از درجه اعتبار ساقط است. — [715, 723, 951, 747]
notice-heading-line: و به استناد مدارک موجود در پرونده به شرح آرای ذیل تایید نموده است: — [498, 187, 685, 194]
notice-list-item: ۲)آقای حسن احمدیان کلاش فرزند فولاد در ششدانگ یک قطعه زمین مزروعی به پلاک ۲۱ فرعی از ۲۲ اصلی واقع در روستای لیکوان بخش ۸ سنجد حوزه ثبتی کوثر به مساحت ۲۲۹۹/ مترمربع، از مالکیت اولیه آقاخان احمدیان. — [480, 226, 704, 250]
section-divider — [17, 144, 241, 147]
column-2 — [473, 87, 709, 1434]
notice-heading — [17, 315, 241, 362]
notice-heading-line: آگهی قانون تعیین تکلیف وضعیت ثبتی اراضی و ساختمانهای فاقد سند رسمی — [254, 690, 467, 711]
notice-list-item: ۱۷)آقایان اسماعیل وحسن وحسین ومجتبی ومصطفی وشیرویه وخانمها مریم ومصریه همگی آذرشب فرزندان شیراله بالسویه در ششدانگ یک قطعه زمین مزروعی به پلاک ۶۳۲ فرعی از ۷۱ اصلی واقع در روستای زاویه کرد بخش ۸ سنجد حوزه ثبتی کوثر به مساحت ۱۸۳۰/ مترمربع، از مالکیت اولیه خود متقاضیان. — [480, 712, 703, 744]
publication-date-first: تاریخ انتشار نوبت اول: ۱۴۰۴/۸/۲۵ — [480, 993, 565, 1000]
bullet-square-icon — [58, 36, 62, 40]
notice-heading-line: آگهی موضوع ماده ۳ قانون و ماده ۱۳ آئین نامه قانون تعیین تکلیف وضعیت ثبتی و — [21, 342, 237, 349]
notice-list-item: ۱)آقای مهدی محمدی لکوان فرزند وجه اله در ششدانگ یک قطعه زمین مزروعی به پلاک ۲۱ فرعی از ۲۲ اصلی واقع در روستای لیکوان بخش ۸ سنجد حوزه ثبتی کوثر به مساحت ۱۰۲۱/ مترمربع، از مالکیت اولیه وجه اله محمدی. — [480, 200, 704, 223]
section-divider — [254, 681, 467, 684]
bullet-square-icon — [58, 47, 62, 51]
publication-date-first: تاریخ انتشار نوبت اول: ۱۴۰۴/۸/۲۶ — [17, 887, 102, 894]
notice-heading-line: آگهی موضوع ماده ۳ قانون و ماده ۱۳ آئین نامه قانون تعیین تکلیف وضعیت ثبتی و — [22, 153, 236, 174]
notice-paragraph: برگ سبز خودرو سواری نیسان تیپ ۲۰۰۰ به رنگ آبی مدل ۱۳۸۴ به شماره انتظامی ۶۹۷ع۱۷ ایران ۸۵ به شماره موتور ۳۳۳۰۰۷ به شماره شاسی NAZPL۱۰۰TWM۱۴۴ مفقود گردیده و از درجه اعتبار ساقط است. — [715, 408, 951, 424]
notice-paragraph: برابر رای شماره ۱۴۰۴۶۰۳۱۲۰۹۰۰۲۸۳۴ هیئت اول موضوع قانون تعیین تکلیف وضعیت ثبتی اراضی و ساختمان های فاقد سند رسمی مستقر در واحد ثبتی حوزه ثبت ملک بندرگز تصرفات مالکانه بلامعارض متقاضی آقای اسماعیل احمدیان فرزند علی اکبر به شماره شناسنامه ۱۲۸ صادره از بندرگز در ششدانگ یک قطعه زمین و ساختمان احداثی در آن به مساحت ۳۷۲/۱۵ مترمربع از پلاک ۲۲ اصلی واقع در اراضی نوکنده بخش ۲ حوزه ثبت ملک بندرگز تصرفات مالکانه بلامعارض خریداری از مالک رسمی آقای/خانم احمد احمدیان محرز گردیده است. لذا به منظور اطلاع عموم مراتب در دو نوبت به فاصله ۱۵ روز آگهی می شود در صورتی که اشخاص نسبت به صدور سند مالکیت متقاضی اعتراضی داشته باشند می توانند از تاریخ انتشار اولین آگهی به مدت دو ماه اعتراض خود را به این اداره تسلیم و پس از اخذ رسید ظرف مدت یکماه از تاریخ تسلیم اعتراض دادخواست خود را به مراجع قضایی تقدیم نمایند. بدیهی است در صورت انقضای مدت مذکور و عدم وصول اعتراض طبق مقررات سند مالکیت صادر خواهد شد. — [480, 904, 704, 987]
notice-paragraph: برگ سبز و کارت ماشین خودرو وسند L.X مدل ۱۳۸۸ رنگ سفید با شماره موتور ۱۲۴۸۷۱۶۶۲۷۹ شماره شاسی ۰۹۶ ۱۸۶۲۲۸ و NAAC۹CC۴ و شماره پلاک ۶۳ ق‌ال ۹۳۶ ایران ۶۸ به نام شعبان لیری مفقود گردیده و از درجه اعتبار ساقط است. — [715, 144, 951, 168]
notice-heading-line: آگهی قانونی تعیین تکلیف وضعیت ثبتی اراضی و ساختمانهای فاقد سند رسمی موضوع — [484, 865, 699, 885]
notice-list-item: ۲۰)آقای سلیمانی به پلاک ۲۰ فرعی از ۳۷ به مساحت ۳۷ مترمربع — [330, 97, 467, 104]
publication-date-first: تاریخ انتشار نوبت اول: ۱۴۰۴/۸/۲۵ — [254, 656, 339, 663]
date-line-solar — [58, 32, 208, 43]
notice-paragraph: سند مالکیت (برگ سبز) متعلق به یک دستگاه خودروی سواری سمند ال ایکس مدل ۱۳۸۶ به شماره پلاک ۶۵- ۳۱۵ و ۲۸ به شماره موتور ۱۲۴۸۶۲۱۶۱۷۲ شماره شاسی ۷۳۲۹۴۷۹۹ به نام سعید راستی فر مفقود گردیده و از درجه اعتبار ساقط است. — [715, 751, 951, 775]
publication-dates — [17, 108, 241, 116]
notice-paragraph: سند مالکیت و برگ سبز خودرو پراید سواری تیپ ۱۳۱SE مدل ۱۳۹۲ به شماره انتظامی ۴۴۹ص۸۸ ایران ۶۹ به شماره موتور ۴۹۱۸۹۳۹ و شماره شاسی NAS۴۱۱۱۰۰D۳۵۱۷۴۶ مفقود گردیده و از درجه اعتبار ساقط است. — [715, 692, 950, 708]
publication-dates — [17, 543, 241, 551]
notice-heading-line: آگهی قانون تعیین تکلیف وضعیت ثبتی اراضی و ساختمانهای فاقد سند رسمی — [23, 577, 235, 598]
notice-heading-line: هیات حل اختلاف مستقر در اداره ی ثبت اسناد واملاک شهرستان کوثر تصرفات مالکانه مفروزی — [488, 145, 695, 161]
notice-list-item: ۹)آقایان اسماعیل وحسن وحسین ومجتبی ومصطفی وشیرویه وخانمها مریم ومصریه همگی آذرشب فرزندان شیراله بالسویه در ششدانگ یک قطعه زمین مزروعی به پلاک ۶۲۱ فرعی از ۷۱ اصلی واقع در روستای زاویه کرد بخش ۸ سنجد حوزه ثبتی کوثر به مساحت ۲۸۲/۱۸ مترمربع، از مالکیت اولیه خود متقاضیان. — [480, 435, 703, 467]
date-lunar: ۱۱ جمادی الثانی ۱۴۴۷ — [64, 44, 131, 54]
page-number-value: ۵ — [26, 31, 44, 66]
column-3 — [247, 87, 473, 1434]
notice-heading — [17, 738, 241, 785]
notice-signature: مهدی قمه دور - رئیس اداره ثبت اسناد و املاک بندرگز — [55, 705, 203, 712]
notice-item-list — [480, 199, 703, 779]
publication-date-first: تاریخ انتشار نوبت اول: ۱۴۰۴/۸/۲۵ — [254, 773, 339, 780]
notice-heading-line: ویلامعارض متقاضیان پرونده‌های تشکیلی موضوع قانون مذکور را براساس گزارش کارشناسان — [483, 166, 700, 182]
publication-date-first: تاریخ انتشار نوبت اول: ۱۴۰۴/۸/۲۶ — [17, 109, 102, 116]
notice-body — [480, 783, 703, 826]
notice-list-item: ۲۴)آقای سلیمانی به پلاک ۲۴ فرعی از ۱۰۸ به مساحت ۱۰۸ مترمربع — [325, 137, 467, 144]
notice-heading-line: آگهی موضوع ماده ۳ قانون و ماده ۱۳ آئین نامه قانون تعیین تکلیف وضعیت ثبتی و — [21, 765, 237, 772]
publication-date-second: تاریخ انتشار نوبت دوم: ۱۴۰۴/۹/۱۱ — [382, 656, 467, 663]
publication-date-second: تاریخ انتشار نوبت دوم: ۱۴۰۴/۹/۱۱ — [618, 993, 703, 1000]
notice-paragraph: شناسنامه ۷۸۱ صادره از اندیمشک متولد ۱۳۶۱ در مقطع کارشناسی رشته شیمی زبان و ادبیات فارسی از دانشگاه آزاد اسلامی واحد دزفول به شماره ۱۴۲۷۷۴۹ مفقود گردیده و از درجه اعتبار ساقط است. لذا یافته شناسایی شود دلیل مدرک را به آدرس دزفول کوی آزادگان دانشگاه آزاد اسلامی واحد دزفول ارسال نماید. — [715, 220, 950, 244]
notice-body — [17, 87, 241, 104]
notice-list-item: ۲۸)آقایان اسماعیل آذرشب فرزند شیراله واقع از ۷۱ اصلی مترمربع، از مالکیت اولیه — [290, 176, 467, 183]
issue-number-row — [857, 46, 903, 57]
